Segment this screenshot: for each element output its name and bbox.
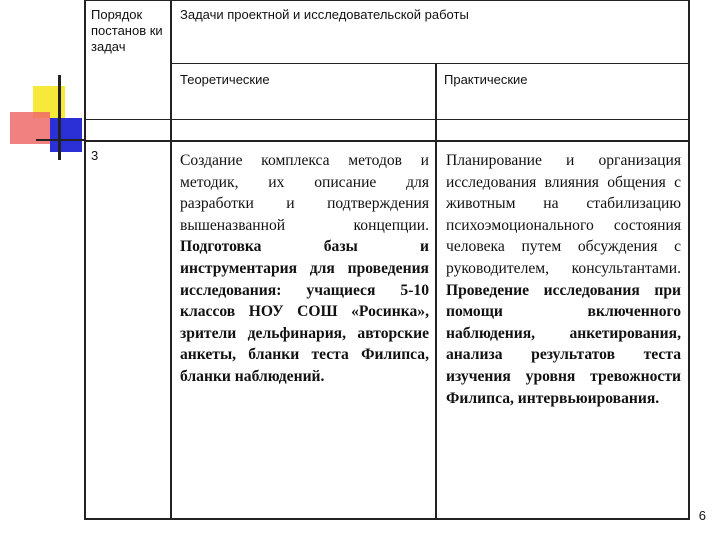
theoretical-rest: Подготовка базы и инструментария для проведения исследования: учащиеся 5-10 классов НОУ СОШ «Росинка», зрители дельфинария, авторские анкеты, бланки теста Филипса, бланки наблюдений. <box>180 238 429 385</box>
table-border-top <box>84 0 690 1</box>
decor-vertical-line <box>58 75 61 160</box>
practical-intro: Планирование и организация исследования влияния общения с животным на стабилизацию психоэмоционального состояния человека путем обсуждения с руководителем, консультантами. <box>446 152 681 277</box>
page-number: 6 <box>698 508 706 523</box>
decor-blue-square <box>50 118 82 152</box>
table-row-divider-3 <box>84 140 690 142</box>
header-practical: Практические <box>444 72 528 87</box>
table-row-divider-1 <box>170 63 690 64</box>
table-col-divider-2 <box>435 64 437 520</box>
theoretical-intro: Создание комплекса методов и методик, их описание для разработки и подтверждения вышеназванной концепции. <box>180 152 429 234</box>
table-border-bottom <box>84 518 690 520</box>
table-border-left <box>84 0 86 520</box>
table-col-divider-1 <box>170 0 172 520</box>
practical-cell <box>446 150 681 409</box>
header-tasks: Задачи проектной и исследовательской работы <box>180 7 469 22</box>
table-row-divider-2 <box>84 119 690 120</box>
row-number: 3 <box>91 148 99 163</box>
theoretical-cell <box>180 150 429 388</box>
decor-horizontal-line <box>36 139 84 141</box>
practical-rest: Проведение исследования при помощи включенного наблюдения, анкетирования, анализа результатов теста изучения уровня тревожности Филипса, интервьюирования. <box>446 281 681 407</box>
header-theoretical: Теоретические <box>180 72 270 87</box>
header-order: Порядок постанов ки задач <box>91 7 163 54</box>
table-border-right <box>688 0 690 520</box>
